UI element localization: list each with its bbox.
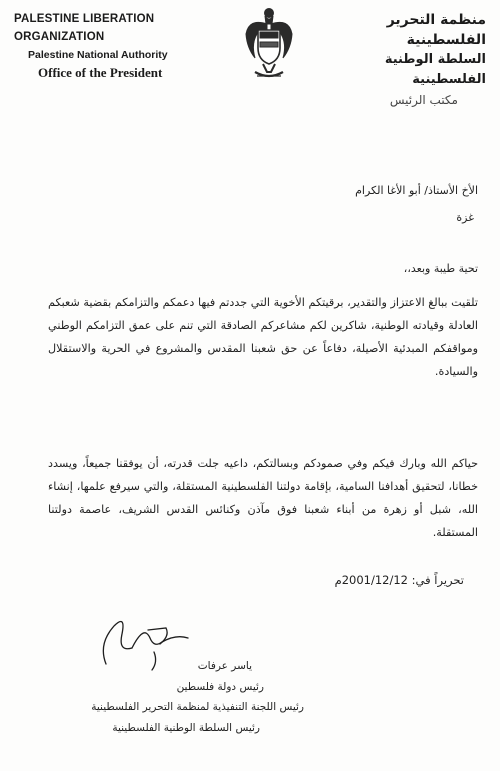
header-org-en: PALESTINE LIBERATION ORGANIZATION (14, 13, 155, 43)
letter-date: تحريراً في: 2001/12/12م (334, 573, 464, 587)
letter-paragraph-2: حياكم الله وبارك فيكم وفي صمودكم وبسالتكم، داعيه جلت قدرته، أن يوفقنا جميعاً، ويسدد خطانا، لتحقيق أهدافنا السامية، بإقامة دولتنا الفلسطينية المستقلة، والتي سيرفع علمها، إنشاء الله، شبل أو زهرة من أبناء شعبنا فوق مآذن وكنائس القدس الشريف، عاصمة دولتنا المستقلة. (48, 457, 478, 539)
header-office-ar: مكتب الرئيس (389, 93, 458, 107)
addressee-location: غزة (456, 211, 474, 224)
header-english (14, 10, 204, 82)
eagle-emblem-icon (243, 4, 295, 84)
header-authority-ar: السلطة الوطنية الفلسطينية (384, 52, 486, 87)
letter-paragraph-1: تلقيت ببالغ الاعتزاز والتقدير، برقيتكم الأخوية التي جددتم فيها دعمكم والتزامكم بقضية شعبكم العادلة وقيادته الوطنية، شاكرين لكم مشاعركم الصادقة التي تنم على عمق التزامكم الوطني ومواقفكم المبدئية الأصيلة، دفاعاً عن حق شعبنا المقدس والمشروع في الحرية والاستقلال والسيادة. (48, 296, 478, 378)
header-arabic (316, 10, 486, 110)
signatory-title-3: رئيس السلطة الوطنية الفلسطينية (112, 721, 260, 734)
signatory-title-2: رئيس اللجنة التنفيذية لمنظمة التحرير الفلسطينية (91, 701, 304, 713)
header-office-en: Office of the President (38, 65, 163, 80)
signature-block (72, 656, 312, 738)
header-authority-en: Palestine National Authority (28, 49, 168, 61)
addressee: الأخ الأستاذ/ أبو الأغا الكرام (355, 184, 478, 197)
header-org-ar: منظمة التحرير الفلسطينية (386, 12, 486, 48)
signatory-name: ياسر عرفات (197, 660, 252, 672)
greeting: تحية طيبة وبعد،، (403, 262, 478, 275)
signatory-title-1: رئيس دولة فلسطين (176, 680, 264, 693)
